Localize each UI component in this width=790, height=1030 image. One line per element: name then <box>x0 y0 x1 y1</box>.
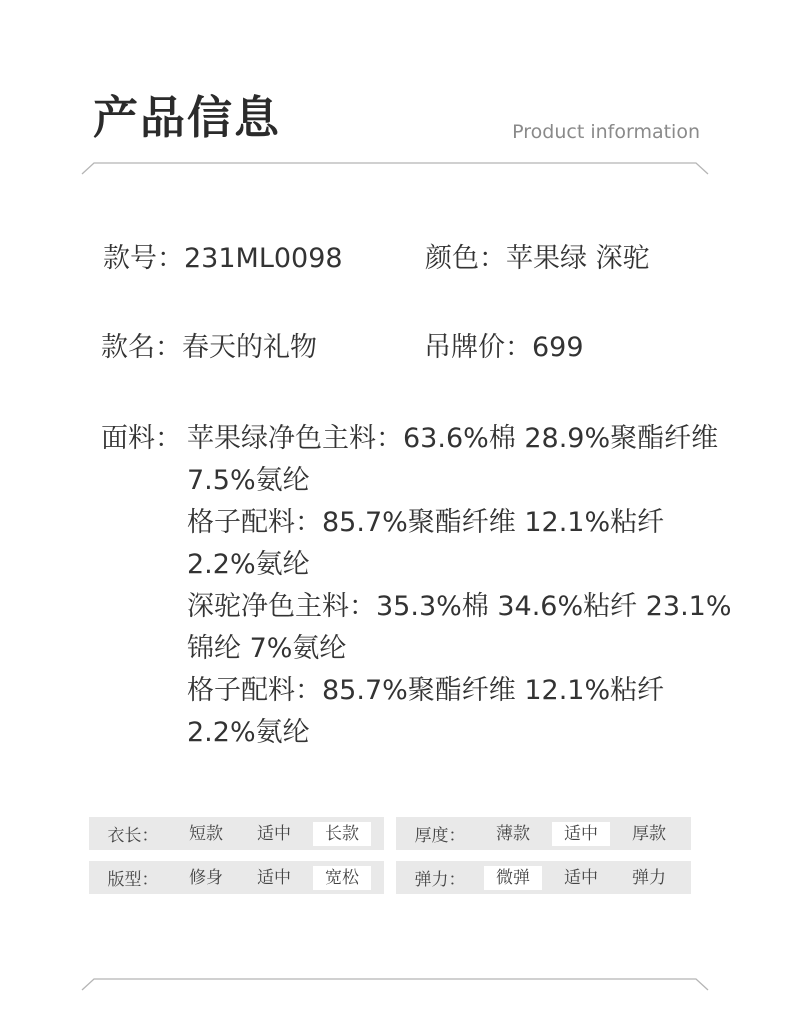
fabric-lines <box>187 418 747 754</box>
fabric-line: 锦纶 7%氨纶 <box>187 633 347 664</box>
spec-option-elasticity-stretch: 弹力 <box>632 867 666 888</box>
fabric-line: 格子配料：85.7%聚酯纤维 12.1%粘纤 <box>187 507 665 538</box>
top-divider <box>0 160 790 180</box>
spec-row-fit <box>89 861 384 894</box>
spec-option-length-medium: 适中 <box>257 823 291 844</box>
style-name-label: 款名： <box>101 332 182 363</box>
style-number-row <box>103 242 343 276</box>
fabric-line: 格子配料：85.7%聚酯纤维 12.1%粘纤 <box>187 675 665 706</box>
fabric-line: 深驼净色主料：35.3%棉 34.6%粘纤 23.1% <box>187 591 732 622</box>
spec-label-fit: 版型： <box>107 870 159 890</box>
fabric-line: 7.5%氨纶 <box>187 465 310 496</box>
fabric-line: 2.2%氨纶 <box>187 549 310 580</box>
style-name-row <box>101 331 317 365</box>
bottom-divider <box>0 976 790 996</box>
tag-price-value: 699 <box>532 332 584 363</box>
tag-price-row <box>424 331 584 365</box>
spec-row-length <box>89 817 384 850</box>
spec-option-length-short: 短款 <box>189 823 223 844</box>
spec-option-thickness-thin: 薄款 <box>496 823 530 844</box>
fabric-line: 苹果绿净色主料：63.6%棉 28.9%聚酯纤维 <box>187 423 719 454</box>
spec-option-thickness-medium: 适中 <box>552 822 610 846</box>
spec-label-elasticity: 弹力： <box>414 870 466 890</box>
style-name-value: 春天的礼物 <box>182 332 317 363</box>
style-number-label: 款号： <box>103 243 184 274</box>
spec-label-thickness: 厚度： <box>414 826 466 846</box>
spec-option-elasticity-medium: 适中 <box>564 867 598 888</box>
page-title: 产品信息 <box>93 91 282 144</box>
spec-option-fit-loose: 宽松 <box>313 866 371 890</box>
spec-option-thickness-thick: 厚款 <box>632 823 666 844</box>
color-row <box>425 242 650 276</box>
spec-row-elasticity <box>396 861 691 894</box>
page-subtitle: Product information <box>512 121 700 143</box>
spec-option-fit-slim: 修身 <box>189 867 223 888</box>
spec-option-elasticity-slight: 微弹 <box>484 866 542 890</box>
spec-option-fit-regular: 适中 <box>257 867 291 888</box>
fabric-line: 2.2%氨纶 <box>187 717 310 748</box>
spec-row-thickness <box>396 817 691 850</box>
tag-price-label: 吊牌价： <box>424 332 532 363</box>
color-value: 苹果绿 深驼 <box>506 243 650 274</box>
fabric-label: 面料： <box>101 423 182 454</box>
style-number-value: 231ML0098 <box>184 243 343 274</box>
spec-label-length: 衣长： <box>107 826 159 846</box>
color-label: 颜色： <box>425 243 506 274</box>
spec-option-length-long: 长款 <box>313 822 371 846</box>
